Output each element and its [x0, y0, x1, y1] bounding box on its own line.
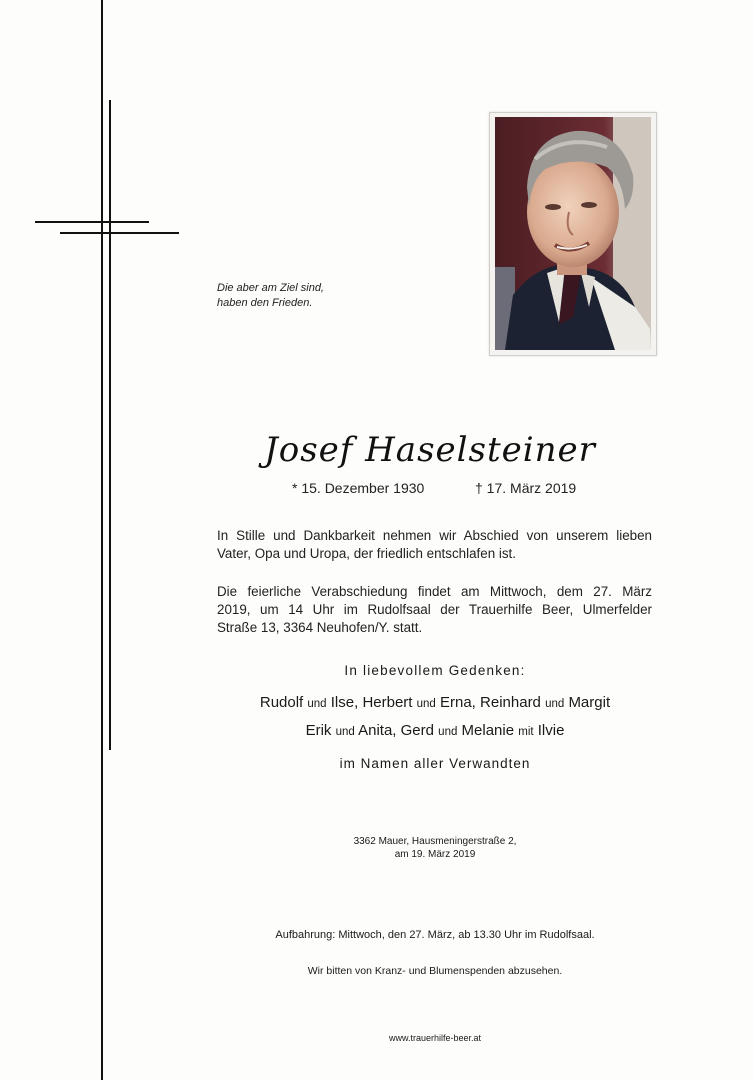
ceremony-line-2: 2019, um 14 Uhr im Rudolfsaal der Trauerhilfe Beer, Ulmerfelder	[217, 602, 652, 617]
deceased-name: Josef Haselsteiner	[264, 430, 596, 470]
quote-line-1: Die aber am Ziel sind,	[217, 282, 324, 294]
website-text: www.trauerhilfe-beer.at	[388, 1033, 482, 1043]
family-name: Anita,	[358, 722, 397, 739]
quote	[217, 281, 377, 311]
cross-horizontal-line-upper	[35, 221, 149, 223]
viewing-notice: Aufbahrung: Mittwoch, den 27. März, ab 13.30 Uhr im Rudolfsaal.	[275, 929, 595, 941]
family-line-1	[200, 694, 670, 711]
ceremony-line-1: Die feierliche Verabschiedung findet am Mittwoch, dem 27. März	[217, 584, 652, 599]
family-name: Rudolf	[259, 694, 304, 711]
ceremony-line-3: Straße 13, 3364 Neuhofen/Y. statt.	[217, 620, 423, 635]
farewell-paragraph	[217, 527, 652, 563]
farewell-line-1: In Stille und Dankbarkeit nehmen wir Abschied von unserem lieben	[217, 528, 652, 543]
address-line-2: am 19. März 2019	[394, 849, 476, 860]
family-conjunction: und	[335, 726, 355, 738]
donation-notice: Wir bitten von Kranz- und Blumenspenden abzusehen.	[307, 965, 563, 977]
family-name: Herbert	[362, 694, 413, 711]
death-date: † 17. März 2019	[475, 480, 577, 496]
relatives-line: im Namen aller Verwandten	[339, 756, 531, 771]
family-conjunction: und	[416, 698, 436, 710]
portrait-photo	[495, 117, 651, 350]
family-name: Ilvie	[537, 722, 565, 739]
portrait-photo-frame	[489, 112, 657, 356]
cross-vertical-line-short	[109, 100, 111, 750]
family-name: Reinhard	[480, 694, 541, 711]
family-name: Erna,	[440, 694, 476, 711]
family-name: Melanie	[461, 722, 515, 739]
cross-horizontal-line-lower	[60, 232, 179, 234]
family-conjunction: und	[545, 698, 565, 710]
ceremony-paragraph	[217, 583, 652, 637]
birth-date: * 15. Dezember 1930	[292, 480, 425, 496]
family-name: Margit	[568, 694, 611, 711]
gedenken-heading: In liebevollem Gedenken:	[344, 663, 526, 678]
address-line-1: 3362 Mauer, Hausmeningerstraße 2,	[353, 836, 517, 847]
family-name: Ilse,	[330, 694, 359, 711]
family-conjunction: und	[438, 726, 458, 738]
family-conjunction: mit	[518, 726, 534, 738]
farewell-line-2: Vater, Opa und Uropa, der friedlich entschlafen ist.	[217, 546, 516, 561]
quote-line-2: haben den Frieden.	[217, 297, 313, 309]
family-line-2	[200, 722, 670, 739]
family-name: Erik	[305, 722, 332, 739]
family-conjunction: und	[307, 698, 327, 710]
family-name: Gerd	[400, 722, 434, 739]
cross-vertical-line-long	[101, 0, 103, 1080]
